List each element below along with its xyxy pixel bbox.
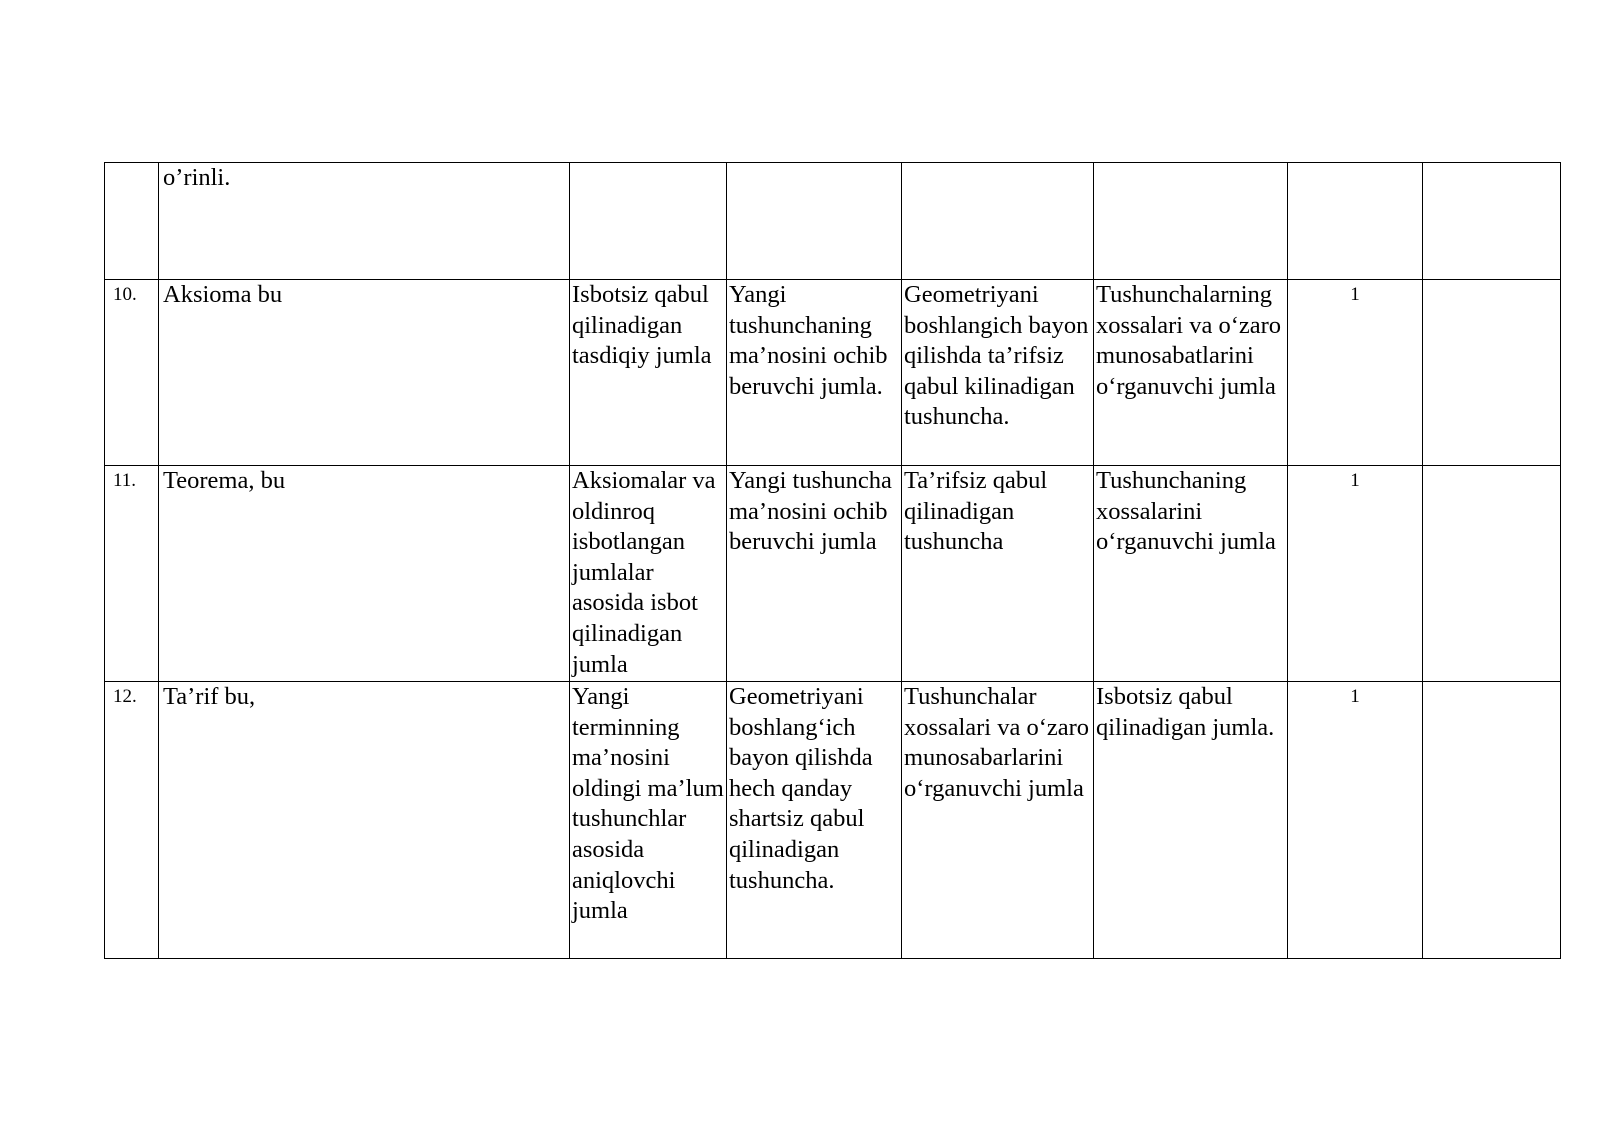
- score-cell: [1288, 163, 1423, 280]
- answer-option-a: Yangi terminning ma’nosini oldingi ma’lum tushunchlar asosida aniqlovchi jumla: [570, 682, 727, 959]
- empty-cell: [1423, 280, 1561, 466]
- score-cell: 1: [1288, 466, 1423, 682]
- answer-option-b: Yangi tushuncha ma’nosini ochib beruvchi jumla: [727, 466, 902, 682]
- row-number: 11.: [105, 466, 159, 682]
- question-text: Teorema, bu: [159, 466, 570, 682]
- table-row: [105, 466, 1561, 682]
- score-cell: 1: [1288, 280, 1423, 466]
- answer-option-c: Tushunchalar xossalari va o‘zaro munosabarlarini o‘rganuvchi jumla: [902, 682, 1094, 959]
- empty-cell: [1423, 163, 1561, 280]
- answer-option-b: Geometriyani boshlang‘ich bayon qilishda hech qanday shartsiz qabul qilinadigan tushuncha.: [727, 682, 902, 959]
- empty-cell: [1423, 466, 1561, 682]
- question-text: Ta’rif bu,: [159, 682, 570, 959]
- question-text: Aksioma bu: [159, 280, 570, 466]
- answer-option-b: Yangi tushunchaning ma’nosini ochib beruvchi jumla.: [727, 280, 902, 466]
- answer-option-d: Tushunchaning xossalarini o‘rganuvchi jumla: [1094, 466, 1288, 682]
- quiz-table: [104, 162, 1561, 959]
- answer-option-d: [1094, 163, 1288, 280]
- answer-option-b: [727, 163, 902, 280]
- score-cell: 1: [1288, 682, 1423, 959]
- table-row: [105, 280, 1561, 466]
- question-text: o’rinli.: [159, 163, 570, 280]
- table-row: [105, 163, 1561, 280]
- answer-option-a: Isbotsiz qabul qilinadigan tasdiqiy jumla: [570, 280, 727, 466]
- answer-option-c: [902, 163, 1094, 280]
- row-number: [105, 163, 159, 280]
- table-row: [105, 682, 1561, 959]
- answer-option-d: Tushunchalarning xossalari va o‘zaro munosabatlarini o‘rganuvchi jumla: [1094, 280, 1288, 466]
- row-number: 10.: [105, 280, 159, 466]
- row-number: 12.: [105, 682, 159, 959]
- empty-cell: [1423, 682, 1561, 959]
- answer-option-c: Geometriyani boshlangich bayon qilishda ta’rifsiz qabul kilinadigan tushuncha.: [902, 280, 1094, 466]
- answer-option-d: Isbotsiz qabul qilinadigan jumla.: [1094, 682, 1288, 959]
- answer-option-a: Aksiomalar va oldinroq isbotlangan jumlalar asosida isbot qilinadigan jumla: [570, 466, 727, 682]
- answer-option-c: Ta’rifsiz qabul qilinadigan tushuncha: [902, 466, 1094, 682]
- answer-option-a: [570, 163, 727, 280]
